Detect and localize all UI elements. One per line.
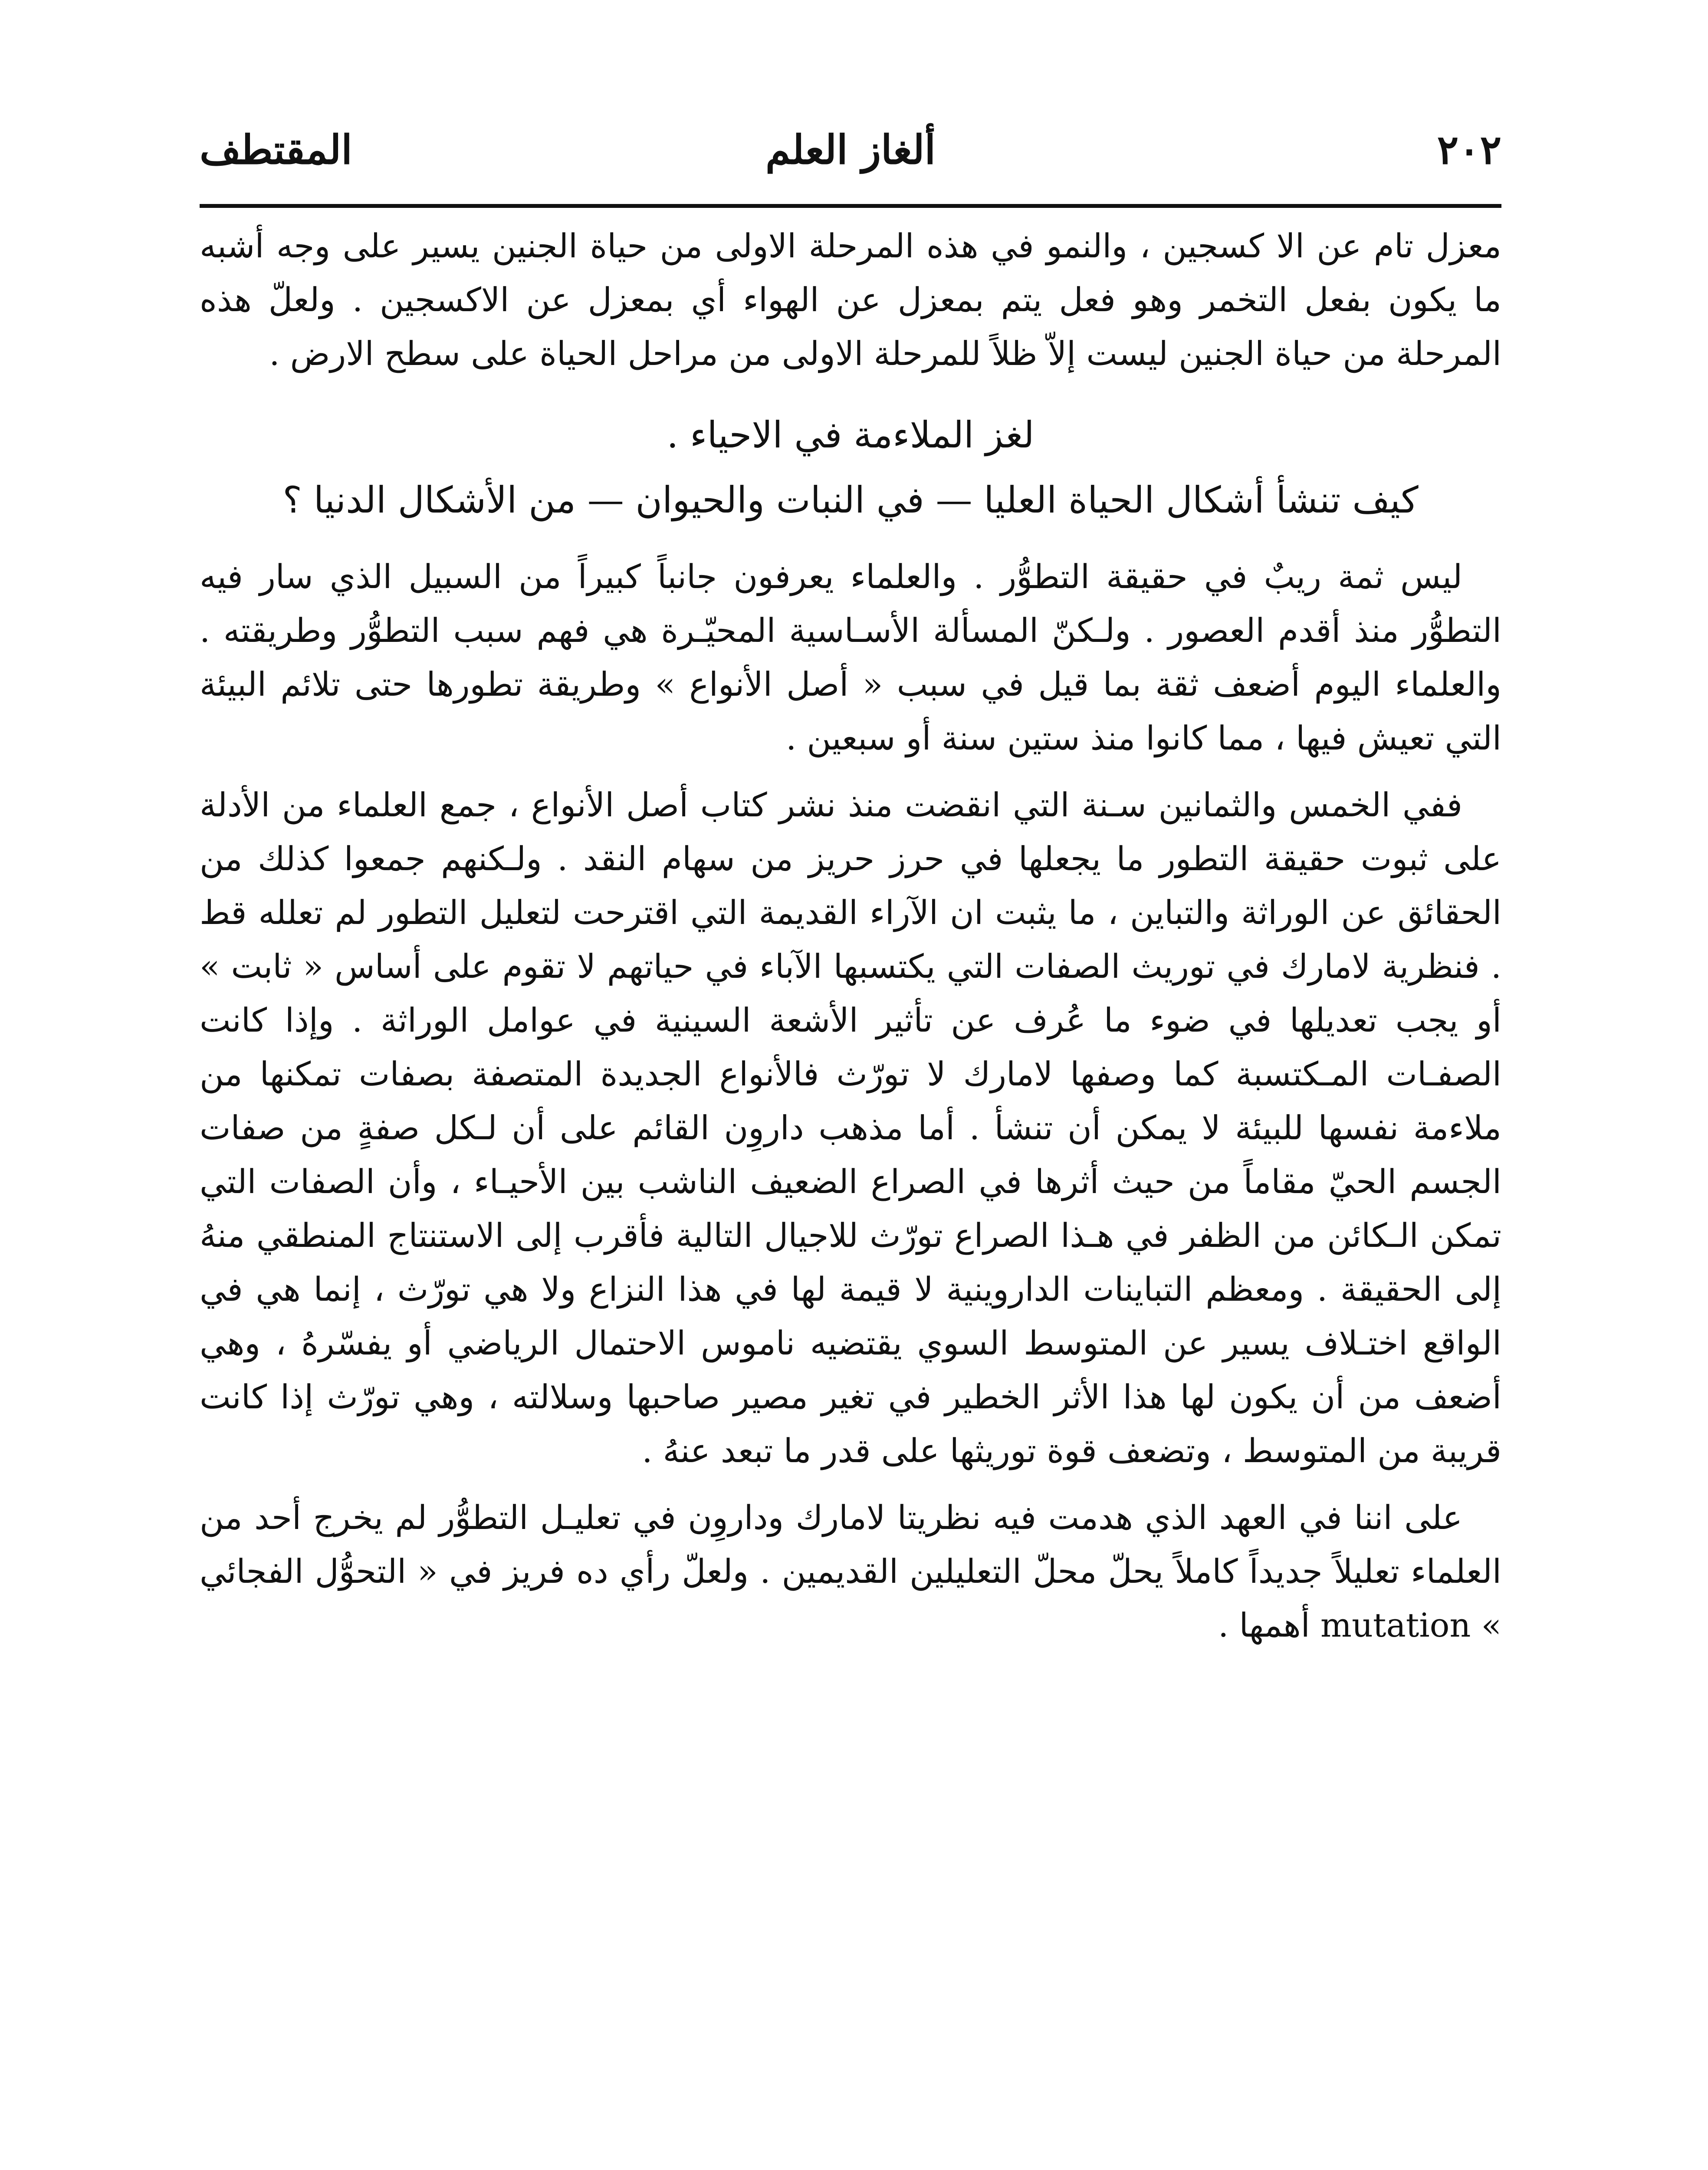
header-rule: [200, 204, 1501, 208]
paragraph-3: على اننا في العهد الذي هدمت فيه نظريتا لامارك وداروِن في تعليـل التطوُّر لم يخرج أحد من العلماء تعليلاً جديداً كاملاً يحلّ محلّ التعليلين القديمين . ولعلّ رأي ده فريز في « التحوُّل الفجائي » mutation أهمها .: [200, 1498, 1501, 1644]
page-header: [200, 108, 1501, 195]
journal-name: المقتطف: [200, 126, 352, 173]
signature-flourish: [304, 2166, 634, 2170]
section-title: لغز الملاءمة في الاحياء .: [667, 414, 1035, 456]
paragraph-2: ففي الخمس والثمانين سـنة التي انقضت منذ نشر كتاب أصل الأنواع ، جمع العلماء من الأدلة على ثبوت حقيقة التطور ما يجعلها في حرز حريز من سهام النقد . ولـكنهم جمعوا كذلك من الحقائق عن الوراثة والتباين ، ما يثبت ان الآراء القديمة التي اقترحت لتعليل التطور لم تعلله قط . فنظرية لامارك في توريث الصفات التي يكتسبها الآباء في حياتهم لا تقوم على أساس « ثابت » أو يجب تعديلها في ضوء ما عُرف عن تأثير الأشعة السينية في عوامل الوراثة . وإذا كانت الصفـات المـكتسبة كما وصفها لامارك لا تورّث فالأنواع الجديدة المتصفة بصفات تمكنها من ملاءمة نفسها للبيئة لا يمكن أن تنشأ . أما مذهب داروِن القائم على أن لـكل صفةٍ من صفات الجسم الحيّ مقاماً من حيث أثرها في الصراع الضعيف الناشب بين الأحيـاء ، وأن الصفات التي تمكن الـكائن من الظفر في هـذا الصراع تورّث للاجيال التالية فأقرب إلى الاستنتاج المنطقي منهُ إلى الحقيقة . ومعظم التباينات الداروينية لا قيمة لها في هذا النزاع ولا هي تورّث ، إنما هي في الواقع اختـلاف يسير عن المتوسط السوي يقتضيه ناموس الاحتمال الرياضي أو يفسّرهُ ، وهي أضعف من أن يكون لها هذا الأثر الخطير في تغير مصير صاحبها وسلالته ، وهي تورّث إذا كانت قريبة من المتوسط ، وتضعف قوة توريثها على قدر ما تبعد عنهُ .: [200, 786, 1501, 1470]
article-body: [200, 219, 1501, 1665]
page-number: ٢٠٢: [1437, 126, 1501, 173]
page-footer: [200, 2166, 1501, 2170]
author-signature: [304, 2166, 634, 2170]
intro-paragraph: معزل تام عن الا كسجين ، والنمو في هذه المرحلة الاولى من حياة الجنين يسير على وجه أشبه ما يكون بفعل التخمر وهو فعل يتم بمعزل عن الهواء أي بمعزل عن الاكسجين . ولعلّ هذه المرحلة من حياة الجنين ليست إلاّ ظلاً للمرحلة الاولى من مراحل الحياة على سطح الارض .: [200, 227, 1501, 373]
section-subtitle: كيف تنشأ أشكال الحياة العليا — في النبات والحيوان — من الأشكال الدنيا ؟: [282, 479, 1419, 521]
running-title: ألغاز العلم: [765, 126, 936, 173]
paragraph-1: ليس ثمة ريبٌ في حقيقة التطوُّر . والعلماء يعرفون جانباً كبيراً من السبيل الذي سار فيه التطوُّر منذ أقدم العصور . ولـكنّ المسألة الأسـاسية المحيّـرة هي فهم سبب التطوُّر وطريقته . والعلماء اليوم أضعف ثقة بما قيل في سبب « أصل الأنواع » وطريقة تطورها حتى تلائم البيئة التي تعيش فيها ، مما كانوا منذ ستين سنة أو سبعين .: [200, 557, 1501, 757]
